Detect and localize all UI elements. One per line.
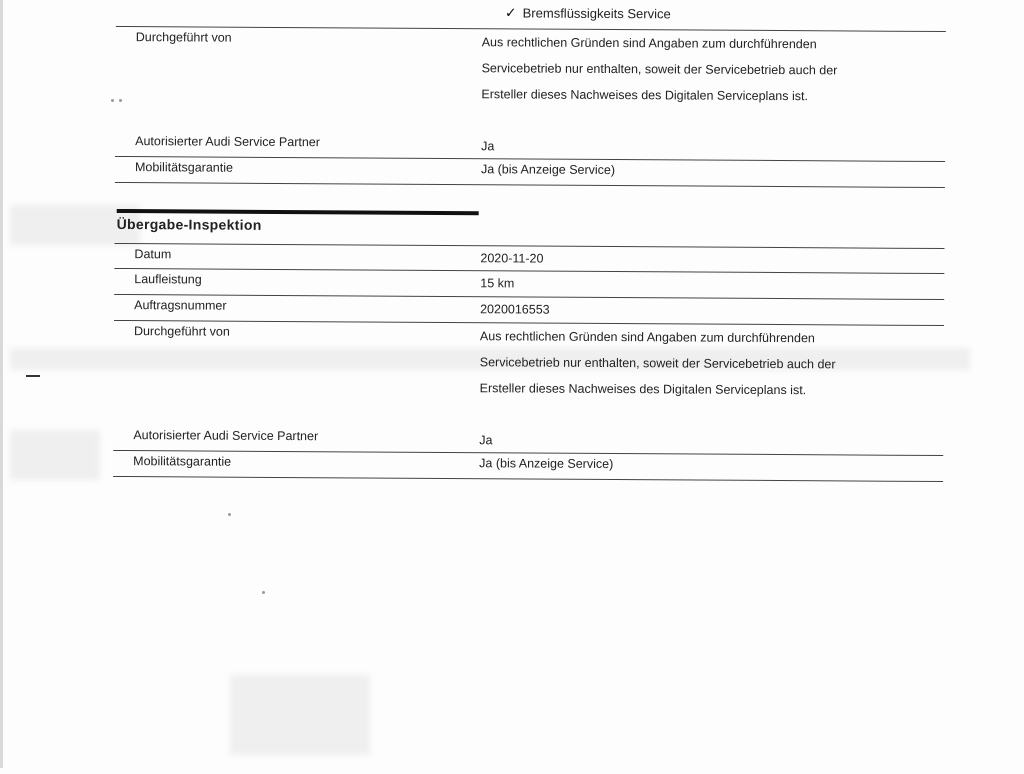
row-label: Durchgeführt von	[135, 30, 232, 45]
row-label: Autorisierter Audi Service Partner	[135, 134, 320, 150]
table-row	[113, 321, 944, 430]
table-row	[115, 27, 946, 136]
value-line: Aus rechtlichen Gründen sind Angaben zum durchführenden	[481, 35, 817, 52]
value-line: Servicebetrieb nur enthalten, soweit der Servicebetrieb auch der	[479, 355, 836, 372]
value-line: Aus rechtlichen Gründen sind Angaben zum durchführenden	[479, 329, 815, 346]
row-label: Mobilitätsgarantie	[133, 454, 232, 469]
row-label: Autorisierter Audi Service Partner	[133, 428, 319, 444]
row-value: Ja (bis Anzeige Service)	[480, 162, 616, 178]
row-value: Ja (bis Anzeige Service)	[479, 456, 614, 472]
row-value: Ja	[479, 433, 493, 448]
row-label: Auftragsnummer	[134, 298, 227, 313]
row-label: Laufleistung	[134, 272, 202, 287]
row-value	[481, 29, 945, 110]
row-label: Datum	[134, 247, 172, 262]
row-value: 2020016553	[480, 302, 550, 317]
row-label: Mobilitätsgarantie	[134, 160, 233, 175]
service-table-2	[113, 243, 944, 482]
table-row	[113, 451, 943, 482]
value-line: Ersteller dieses Nachweises des Digitalen Serviceplans ist.	[481, 87, 809, 104]
row-value	[480, 323, 944, 404]
value-line: Servicebetrieb nur enthalten, soweit der Servicebetrieb auch der	[481, 61, 838, 78]
row-value: Ja	[481, 139, 495, 154]
top-service-item	[505, 4, 671, 22]
row-value: 15 km	[480, 276, 515, 291]
row-label: Durchgeführt von	[133, 324, 230, 339]
table-row	[115, 157, 945, 188]
checkmark-icon: ✓	[504, 4, 517, 21]
section-title: Übergabe-Inspektion	[117, 209, 479, 234]
value-line: Ersteller dieses Nachweises des Digitalen Serviceplans ist.	[479, 381, 807, 398]
service-table-1	[115, 26, 946, 188]
top-service-label: Bremsflüssigkeits Service	[522, 5, 671, 22]
row-value: 2020-11-20	[480, 251, 544, 266]
